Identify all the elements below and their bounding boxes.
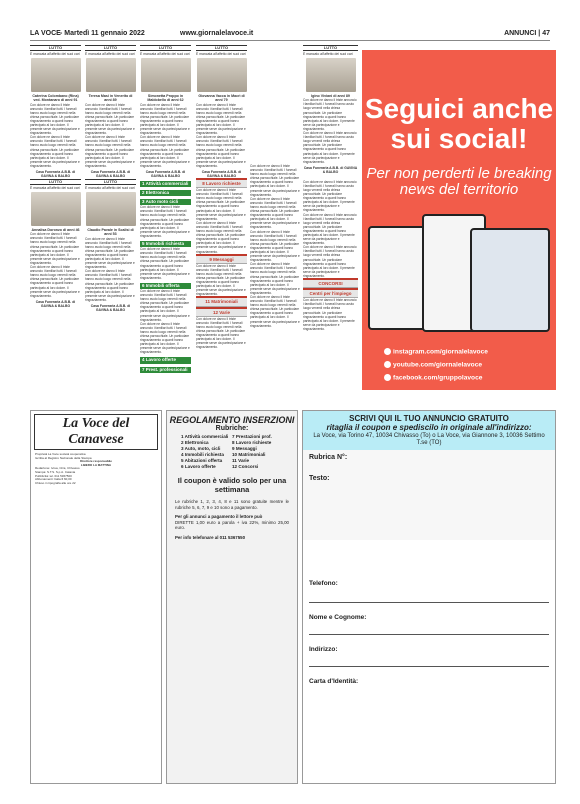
coupon-header	[303, 411, 555, 450]
category-heading: 6 Immobili offerta	[140, 283, 191, 289]
classified-text: Con dolore ne danno il triste annuncio i familiari tutti. I funerali hanno avuto luogo venerdì nella chiesa parrocchiale. Un particolare ringraziamento a quanti hanno partecipato al loro dolore. Il presente serve da partecipazione e ringraziamento.	[140, 321, 190, 355]
deceased-photo	[31, 58, 81, 92]
deceased-name: Igino Viviani di anni 89	[311, 94, 350, 99]
rubrica-item: 1 Attività commerciali	[181, 434, 229, 439]
regolamento-box	[166, 410, 298, 784]
testo-label: Testo:	[309, 475, 330, 482]
deceased-name: Giovanna Vacca in Macrì di anni 79	[198, 94, 245, 103]
lutto-heading: LUTTO	[140, 45, 191, 51]
classified-text: Con dolore ne danno il triste annuncio i familiari tutti. I funerali hanno avuto luogo venerdì nella chiesa parrocchiale. Un particolare ringraziamento a quanti hanno partecipato al loro dolore. Il presente serve da partecipazione e ringraziamento.	[303, 245, 357, 278]
coupon-note: Il coupon è valido solo per una settimana	[177, 476, 287, 494]
personal-data-fields[interactable]	[303, 540, 555, 696]
masthead-line: Redazione: Ivrea, Ciriè, Chivasso	[35, 466, 80, 471]
classified-text: Con dolore ne danno il triste annuncio i familiari tutti. I funerali hanno avuto luogo venerdì nella chiesa parrocchiale. Un particolare ringraziamento a quanti hanno partecipato al loro dolore. Il presente serve da partecipazione e ringraziamento.	[250, 295, 300, 328]
masthead-line: LIBERO LA MATTINA	[80, 462, 112, 467]
masthead-line: Pubblicità: tel. 011 5367500	[35, 473, 72, 478]
rubrica-item: 10 Matrimoniali	[232, 452, 266, 457]
deceased-photo	[86, 192, 136, 226]
obituary-text: Con dolore ne danno il triste annuncio i familiari tutti. I funerali hanno avuto luogo venerdì nella chiesa parrocchiale. Un particolare ringraziamento a quanti hanno partecipato al loro dolore. Il presente serve da partecipazione e ringraziamento.	[140, 135, 190, 168]
regolamento-text: Le rubriche 1, 2, 3, 4, 8 e 11 sono gratuite mentre le rubriche 5, 6, 7, 9 e 10 sono a pagamento.	[175, 499, 289, 510]
obituary-text: Con dolore ne danno il triste annuncio i familiari tutti. I funerali hanno avuto luogo venerdì nella chiesa parrocchiale. Un particolare ringraziamento a quanti hanno partecipato al loro dolore. Il presente serve da partecipazione e ringraziamento.	[30, 232, 80, 265]
deceased-name: Caterina Colombano (Rina) ved. Montanaro di anni 91	[32, 94, 79, 103]
instagram-icon	[384, 348, 391, 355]
field-line[interactable]	[309, 666, 549, 667]
obituary-text: Con dolore ne danno il triste annuncio i familiari tutti. I funerali hanno avuto luogo venerdì nella chiesa parrocchiale. Un particolare ringraziamento a quanti hanno partecipato al loro dolore. Il presente serve da partecipazione e ringraziamento.	[85, 269, 135, 302]
classified-text: Con dolore ne danno il triste annuncio i familiari tutti. I funerali hanno avuto luogo venerdì nella chiesa parrocchiale. Un particolare ringraziamento a quanti hanno partecipato al loro dolore. Il presente serve da partecipazione e ringraziamento.	[250, 196, 300, 230]
obituary-text: Con dolore ne danno il triste annuncio i familiari tutti. I funerali hanno avuto luogo venerdì nella chiesa parrocchiale. Un particolare ringraziamento a quanti hanno partecipato al loro dolore. Il presente serve da partecipazione e ringraziamento.	[85, 236, 135, 270]
classified-text: Con dolore ne danno il triste annuncio i familiari tutti. I funerali hanno avuto luogo venerdì nella chiesa parrocchiale. Un particolare ringraziamento a quanti hanno partecipato al loro dolore. Il presente serve da partecipazione e ringraziamento.	[303, 179, 357, 213]
lutto-heading: LUTTO	[196, 45, 247, 51]
obituary-text: Con dolore ne danno il triste annuncio i familiari tutti. I funerali hanno avuto luogo venerdì nella chiesa parrocchiale. Un particolare ringraziamento a quanti hanno partecipato al loro dolore. Il presente serve da partecipazione e ringraziamento.	[140, 102, 190, 136]
classified-column	[250, 44, 300, 406]
youtube-icon	[384, 361, 391, 368]
masthead-line: Iscritta al Registro Nazionale della Stampa	[35, 455, 92, 460]
funeral-home-signature: Casa Funeraria A.B.B. di GAVINA & BALBO	[90, 304, 131, 312]
category-heading: 5 Immobili richiesta	[140, 241, 191, 247]
rubrica-item: 3 Auto, moto, cicli	[181, 446, 221, 451]
facebook-icon	[384, 374, 391, 381]
masthead-line: Stampa: S.T.S. S.p.A. Catania	[35, 469, 76, 474]
category-heading: Centri per l'impiego	[309, 291, 352, 297]
obituary-text: Con dolore ne danno il triste annuncio i familiari tutti. I funerali hanno avuto luogo venerdì nella chiesa parrocchiale. Un particolare ringraziamento a quanti hanno partecipato al loro dolore. Il presente serve da partecipazione e ringraziamento.	[303, 98, 357, 131]
funeral-home-signature: Casa Funeraria A.B.B. di GAVINA & BALBO	[90, 170, 131, 178]
deceased-photo	[86, 58, 136, 92]
classified-text: Con dolore ne danno il triste annuncio i familiari tutti. I funerali hanno avuto luogo venerdì nella chiesa parrocchiale. Un particolare ringraziamento a quanti hanno partecipato al loro dolore. Il presente serve da partecipazione e ringraziamento.	[140, 205, 190, 238]
rubrica-item: 9 Messaggi	[232, 446, 257, 451]
obituary-text: Con dolore ne danno il triste annuncio i familiari tutti. I funerali hanno avuto luogo venerdì nella chiesa parrocchiale. Un particolare ringraziamento a quanti hanno partecipato al loro dolore. Il presente serve da partecipazione e ringraziamento.	[30, 135, 80, 168]
obituary-text: Con dolore ne danno il triste annuncio i familiari tutti. I funerali hanno avuto luogo venerdì nella chiesa parrocchiale. Un particolare ringraziamento a quanti hanno partecipato al loro dolore. Il presente serve da partecipazione e ringraziamento.	[196, 135, 246, 168]
rubrica-field[interactable]	[303, 450, 555, 540]
classified-text: Con dolore ne danno il triste annuncio i familiari tutti. I funerali hanno avuto luogo venerdì nella chiesa parrocchiale. Un particolare ringraziamento a quanti hanno partecipato al loro dolore. Il presente serve da partecipazione e ringraziamento.	[303, 212, 357, 246]
obituary-column-3	[140, 44, 191, 406]
classified-text: Con dolore ne danno il triste annuncio i familiari tutti. I funerali hanno avuto luogo venerdì nella chiesa parrocchiale. Un particolare ringraziamento a quanti hanno partecipato al loro dolore. Il presente serve da partecipazione e ringraziamento.	[250, 164, 300, 197]
classified-text: Con dolore ne danno il triste annuncio i familiari tutti. I funerali hanno avuto luogo venerdì nella chiesa parrocchiale. Un particolare ringraziamento a quanti hanno partecipato al loro dolore. Il presente serve da partecipazione e ringraziamento.	[196, 220, 246, 254]
coupon-form[interactable]	[302, 410, 556, 784]
lutto-heading: LUTTO	[30, 45, 81, 51]
masthead-line: Direttore responsabile	[80, 459, 112, 464]
deceased-name: Simonetta Proppo in Maldobello di anni 62	[147, 94, 184, 103]
classified-text: Con dolore ne danno il triste annuncio i familiari tutti. I funerali hanno avuto luogo venerdì nella chiesa parrocchiale. Un particolare ringraziamento a quanti hanno partecipato al loro dolore. Il presente serve da partecipazione e ringraziamento.	[250, 262, 300, 295]
category-heading: 3 Auto moto cicli	[140, 199, 191, 205]
obituary-text: Con dolore ne danno il triste annuncio i familiari tutti. I funerali hanno avuto luogo venerdì nella chiesa parrocchiale. Un particolare ringraziamento a quanti hanno partecipato al loro dolore. Il presente serve da partecipazione e ringraziamento.	[85, 102, 135, 136]
nome-label: Nome e Cognome:	[309, 614, 367, 621]
obituary-text: Con dolore ne danno il triste annuncio i familiari tutti. I funerali hanno avuto luogo venerdì nella chiesa parrocchiale. Un particolare ringraziamento a quanti hanno partecipato al loro dolore. Il presente serve da partecipazione e ringraziamento.	[30, 102, 80, 136]
rubrica-item: 11 Varie	[232, 458, 250, 463]
masthead-line: Abbonamenti: Italia € 60,00	[35, 477, 72, 482]
mancata-text: È mancata all'affetto dei suoi cari	[140, 52, 190, 57]
classified-text: Con dolore ne danno il triste annuncio i familiari tutti. I funerali hanno avuto luogo venerdì nella chiesa parrocchiale. Un particolare ringraziamento a quanti hanno partecipato al loro dolore. Il presente serve da partecipazione e ringraziamento.	[196, 188, 246, 221]
ad-title: Seguici anche sui social!	[364, 93, 554, 154]
section-name: ANNUNCI	[504, 30, 537, 37]
deceased-photo	[31, 192, 81, 226]
rubriche-list	[167, 432, 297, 472]
deceased-name: Annalisa Doronzo di anni 46	[31, 228, 80, 233]
obituary-column-1	[30, 44, 81, 406]
classified-text: Con dolore ne danno il triste annuncio i familiari tutti. I funerali hanno avuto luogo venerdì nella chiesa parrocchiale. Un particolare ringraziamento a quanti hanno partecipato al loro dolore. Il presente serve da partecipazione e ringraziamento.	[303, 298, 357, 331]
classified-text: Con dolore ne danno il triste annuncio i familiari tutti. I funerali hanno avuto luogo venerdì nella chiesa parrocchiale. Un particolare ringraziamento a quanti hanno partecipato al loro dolore. Il presente serve da partecipazione e ringraziamento.	[196, 316, 246, 350]
rubrica-item: 2 Elettronica	[181, 440, 209, 445]
obituary-text: Con dolore ne danno il triste annuncio i familiari tutti. I funerali hanno avuto luogo venerdì nella chiesa parrocchiale. Un particolare ringraziamento a quanti hanno partecipato al loro dolore. Il presente serve da partecipazione e ringraziamento.	[85, 135, 135, 168]
funeral-home-signature: Casa Funeraria A.B.B. di GAVINA & BALBO	[145, 170, 186, 178]
classified-text: Con dolore ne danno il triste annuncio i familiari tutti. I funerali hanno avuto luogo venerdì nella chiesa parrocchiale. Un particolare ringraziamento a quanti hanno partecipato al loro dolore. Il presente serve da partecipazione e ringraziamento.	[250, 229, 300, 263]
masthead-line: Proprietà La Voce società cooperativa	[35, 452, 86, 456]
field-line[interactable]	[309, 602, 549, 603]
ad-subtitle: Per non perderti le breaking news del territorio	[366, 165, 552, 198]
category-heading: 1 Attività commerciali	[140, 181, 191, 187]
regolamento-title: REGOLAMENTO INSERZIONI	[169, 415, 295, 425]
classified-text: Con dolore ne danno il triste annuncio i familiari tutti. I funerali hanno avuto luogo venerdì nella chiesa parrocchiale. Un particolare ringraziamento a quanti hanno partecipato al loro dolore. Il presente serve da partecipazione e ringraziamento.	[140, 288, 190, 322]
payment-title: Per gli annunci a pagamento il lettore può	[175, 514, 263, 520]
coupon-line-3: La Voce, via Torino 47, 10034 Chivasso (To) o La Voce, via Giannone 3, 10036 Settimo T.se (TO)	[313, 433, 545, 446]
deceased-photo	[141, 58, 191, 92]
lutto-heading: LUTTO	[85, 45, 136, 51]
category-heading: 8 Lavoro richieste	[202, 181, 241, 186]
classified-text: Con dolore ne danno il triste annuncio i familiari tutti. I funerali hanno avuto luogo venerdì nella chiesa parrocchiale. Un particolare ringraziamento a quanti hanno partecipato al loro dolore. Il presente serve da partecipazione e ringraziamento.	[196, 263, 246, 297]
coupon-line-2: ritaglia il coupon e spediscilo in originale all'indirizzo:	[326, 423, 532, 432]
mancato-text: È mancato all'affetto dei suoi cari	[85, 186, 135, 191]
lutto-heading: LUTTO	[303, 45, 358, 51]
regolamento-text: DIRETTE 1,00 euro a parola + iva 22%, minimo 25,00 euro.	[175, 519, 289, 531]
funeral-home-signature: Casa Funeraria A.B.B. di GAVINA & BALBO	[201, 170, 242, 178]
obituary-column-5	[303, 44, 358, 406]
facebook-label: facebook.com/gruppolavoce	[393, 374, 483, 382]
deceased-name: Claudio Pavale in Scalisi di anni 53	[87, 228, 134, 237]
masthead-line: Chiuso in tipografia alle ore 22	[35, 480, 76, 485]
category-heading: CONCORSI	[318, 281, 343, 287]
rubrica-item: 6 Lavoro offerte	[181, 464, 216, 469]
mancata-text: È mancata all'affetto dei suoi cari	[85, 52, 135, 57]
mancata-text: È mancata all'affetto dei suoi cari	[30, 186, 80, 191]
indirizzo-label: Indirizzo:	[309, 646, 338, 653]
obituary-text: Con dolore ne danno il triste annuncio i familiari tutti. I funerali hanno avuto luogo venerdì nella chiesa parrocchiale. Un particolare ringraziamento a quanti hanno partecipato al loro dolore. Il presente serve da partecipazione e ringraziamento.	[30, 265, 80, 298]
lutto-heading: LUTTO	[85, 179, 136, 185]
page-header	[30, 30, 550, 41]
mancata-text: È mancata all'affetto dei suoi cari	[30, 52, 80, 57]
section-page: ANNUNCI | 47	[504, 30, 550, 37]
instagram-label: instagram.com/giornalelavoce	[393, 348, 488, 356]
funeral-home-signature: Casa Funeraria A.B.B. di GAVINA & BALBO	[303, 165, 358, 174]
deceased-photo	[197, 58, 247, 92]
category-heading: 11 Matrimoniali	[205, 299, 238, 305]
field-line[interactable]	[309, 634, 549, 635]
paper-name: LA VOCE	[30, 30, 61, 37]
category-heading: 12 Varie	[212, 309, 230, 315]
coupon-line-1: SCRIVI QUI IL TUO ANNUNCIO GRATUITO	[349, 414, 509, 423]
obituary-column-2	[85, 44, 136, 406]
info-phone: Per info telefonare al 011 5367550	[175, 534, 246, 540]
category-heading: 2 Elettronica	[140, 190, 191, 196]
obituary-column-4	[196, 44, 247, 406]
rubrica-item: 8 Lavoro richieste	[232, 440, 272, 445]
youtube-label: youtube.com/giornalelavoce	[393, 361, 483, 369]
mancato-text: È mancato all'affetto dei suoi cari	[303, 52, 353, 57]
rubrica-item: 12 Concorsi	[232, 464, 259, 469]
funeral-home-signature: Casa Funeraria A.B.B. di GAVINA & BALBO	[35, 170, 76, 178]
instagram-link[interactable]	[384, 348, 488, 355]
site-link[interactable]: www.giornalelavoce.it	[180, 30, 254, 37]
facebook-link[interactable]	[384, 374, 482, 381]
obituary-text: Con dolore ne danno il triste annuncio i familiari tutti. I funerali hanno avuto luogo venerdì nella chiesa parrocchiale. Un particolare ringraziamento a quanti hanno partecipato al loro dolore. Il presente serve da partecipazione e ringraziamento.	[196, 102, 246, 136]
telefono-label: Telefono:	[309, 580, 338, 587]
issue-date: - Martedì 11 gennaio 2022	[60, 30, 145, 37]
deceased-name: Teresa Masi in Venerito di anni 89	[88, 94, 133, 103]
lutto-heading: LUTTO	[30, 179, 81, 185]
masthead-title: La Voce del Canavese	[34, 414, 158, 450]
mancata-text: È mancata all'affetto dei suoi cari	[196, 52, 246, 57]
category-heading: 7 Prest. professionali	[140, 367, 191, 373]
funeral-home-signature: Casa Funeraria A.B.B. di GAVINA & BALBO	[35, 299, 76, 308]
social-media-ad[interactable]	[362, 50, 556, 390]
carta-label: Carta d'Identità:	[309, 678, 359, 685]
page-number: 47	[542, 30, 550, 37]
rubrica-label: Rubrica N°:	[309, 454, 348, 461]
masthead-box	[30, 410, 162, 784]
phone-illustration	[470, 228, 550, 332]
obituary-text: Con dolore ne danno il triste annuncio i familiari tutti. I funerali hanno avuto luogo venerdì nella chiesa parrocchiale. Un particolare ringraziamento a quanti hanno partecipato al loro dolore. Il presente serve da partecipazione e ringraziamento.	[303, 131, 357, 164]
rubrica-item: 5 Abitazioni offerta	[181, 458, 223, 463]
deceased-photo	[306, 58, 356, 92]
category-heading: 4 Lavoro offerte	[140, 357, 191, 363]
rubrica-item: 4 Immobili richiesta	[181, 452, 224, 457]
regolamento-subtitle: Rubriche:	[215, 425, 249, 432]
youtube-link[interactable]	[384, 361, 482, 368]
category-heading: 9 Messaggi	[209, 256, 234, 262]
rubrica-item: 7 Prestazioni prof.	[232, 434, 272, 439]
classified-text: Con dolore ne danno il triste annuncio i familiari tutti. I funerali hanno avuto luogo venerdì nella chiesa parrocchiale. Un particolare ringraziamento a quanti hanno partecipato al loro dolore. Il presente serve da partecipazione e ringraziamento.	[140, 247, 190, 280]
